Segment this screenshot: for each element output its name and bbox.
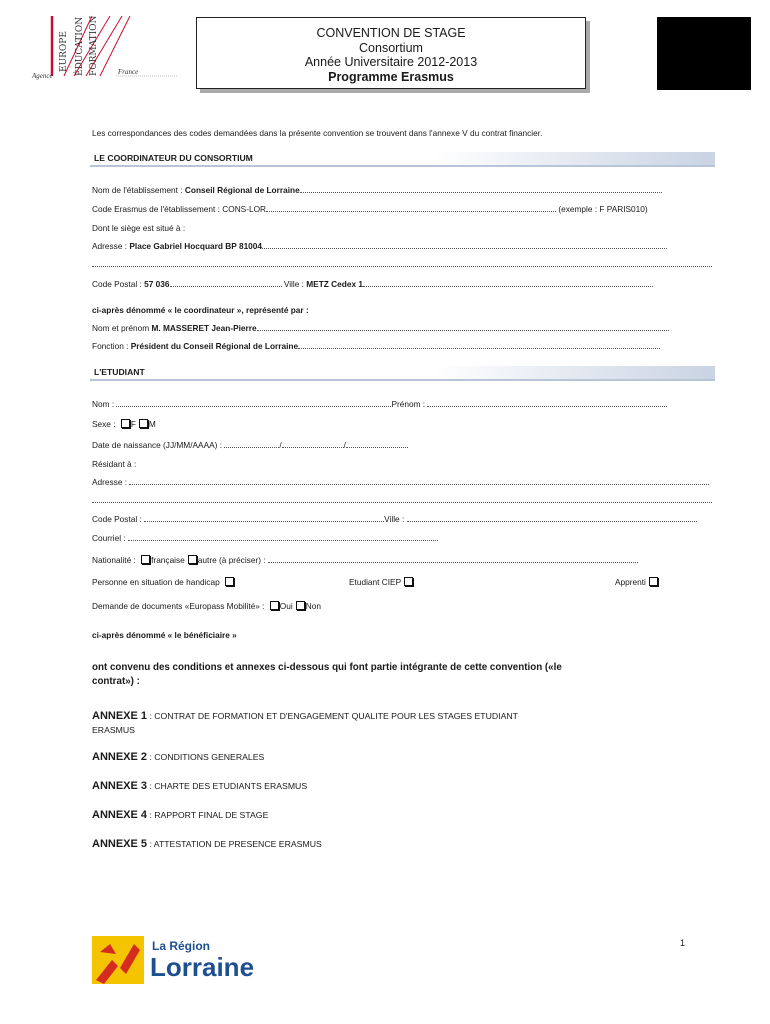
nat-autre-label: autre (à préciser) : [197,555,268,565]
checkbox-europass-non[interactable] [296,601,305,610]
student-nationalite-label: Nationalité : [92,555,139,565]
fill-line[interactable] [257,323,669,331]
annexe-1-text: : CONTRAT DE FORMATION ET D'ENGAGEMENT QUALITE POUR LES STAGES ETUDIANT [147,711,518,721]
title-line-4: Programme Erasmus [328,69,454,84]
coord-cp-row [92,279,653,289]
birth-day-field[interactable] [224,440,282,450]
europass-non-label: Non [305,601,321,611]
fill-line[interactable] [298,341,660,349]
student-naissance-label: Date de naissance (JJ/MM/AAAA) : [92,440,225,450]
checkbox-nat-francaise[interactable] [141,555,150,564]
coord-fonction-row [92,341,660,351]
student-ciep-row [349,577,414,587]
coord-code-row [92,204,648,214]
title-line-1: CONVENTION DE STAGE [316,26,466,40]
slash-2: / [343,440,346,450]
student-europass-row [92,601,321,611]
coord-code-example: (exemple : F PARIS010) [558,204,648,214]
apprenti-label: Apprenti [615,577,646,587]
student-residant-label: Résidant à : [92,459,137,469]
convenu-line-1: ont convenu des conditions et annexes ci-dessous qui font partie intégrante de cette convention («le [92,662,562,673]
annexe-1 [92,710,518,722]
coord-nomprenom-row [92,323,669,333]
section-coordinator-header: LE COORDINATEUR DU CONSORTIUM [90,152,715,167]
annexe-5-text: : ATTESTATION DE PRESENCE ERASMUS [147,839,322,849]
student-sexe-label: Sexe : [92,419,118,429]
annexe-4-text: : RAPPORT FINAL DE STAGE [147,810,269,820]
annexe-2 [92,751,264,763]
agence-europe-logo [30,14,190,84]
title-line-2: Consortium [359,40,423,55]
annexe-4 [92,809,268,821]
checkbox-ciep[interactable] [404,577,413,586]
coord-siege-label: Dont le siège est situé à : [92,223,186,233]
annexe-3-text: : CHARTE DES ETUDIANTS ERASMUS [147,781,308,791]
fill-line[interactable] [170,279,282,287]
fill-line[interactable] [262,241,667,249]
annexe-2-label: ANNEXE 2 [92,751,148,763]
student-prenom-label: Prénom : [391,399,428,409]
checkbox-sexe-m[interactable] [139,419,148,428]
region-lorraine-logo [90,930,310,990]
europass-label: Demande de documents «Europass Mobilité» : [92,601,267,611]
coord-cp-label: Code Postal : [92,279,145,289]
coord-nom-row [92,185,662,195]
sexe-f-label: F [130,419,136,429]
annexe-3 [92,780,307,792]
student-courriel-label: Courriel : [92,533,128,543]
coord-fonction-value: Président du Conseil Régional de Lorraine [130,341,299,351]
student-courriel-field[interactable] [128,533,438,541]
logo-word-europe: EUROPE [59,31,69,72]
annexe-5-label: ANNEXE 5 [92,838,148,850]
coord-code-label: Code Erasmus de l'établissement : [92,204,223,214]
student-adresse-field-2[interactable] [92,495,712,503]
annexe-3-label: ANNEXE 3 [92,780,148,792]
coord-nom-label: Nom de l'établissement : [92,185,185,195]
checkbox-sexe-f[interactable] [121,419,130,428]
annexe-2-text: : CONDITIONS GENERALES [147,752,265,762]
handicap-label: Personne en situation de handicap [92,577,223,587]
student-sexe-row [92,419,156,429]
coord-represente: ci-après dénommé « le coordinateur », représenté par : [92,305,309,315]
student-adresse-label: Adresse : [92,477,130,487]
coord-nom-value: Conseil Régional de Lorraine [184,185,300,195]
annexe-1-text-2: ERASMUS [92,725,135,735]
fill-line[interactable] [300,185,662,193]
coord-adresse-value: Place Gabriel Hocquard BP 81004 [129,241,263,251]
coord-nomprenom-label: Nom et prénom [92,323,152,333]
intro-text: Les correspondances des codes demandées dans la présente convention se trouvent dans l'annexe V du contrat financier. [92,128,543,138]
europass-oui-label: Oui [279,601,293,611]
convenu-line-2: contrat») : [92,676,140,687]
coord-adresse-row [92,241,667,251]
student-nationalite-row [92,555,638,565]
student-ville-field[interactable] [407,514,697,522]
coord-cp-value: 57 036 [144,279,170,289]
student-apprenti-row [615,577,659,587]
logo-word-education: ÉDUCATION [75,16,85,76]
student-adresse-line2 [92,495,712,505]
sexe-m-label: M [148,419,156,429]
annexe-4-label: ANNEXE 4 [92,809,148,821]
birth-month-field[interactable] [282,440,344,448]
student-cp-label: Code Postal : [92,514,145,524]
student-nom-field[interactable] [116,399,391,407]
coord-code-value: CONS-LOR [222,204,267,214]
coord-ville-value: METZ Cedex 1 [306,279,363,289]
birth-year-field[interactable] [343,440,408,450]
checkbox-apprenti[interactable] [649,577,658,586]
lorraine-logo-main: Lorraine [150,952,255,982]
student-adresse-field[interactable] [129,477,709,485]
student-beneficiaire: ci-après dénommé « le bénéficiaire » [92,630,237,640]
logo-agence-label: Agence [32,72,53,80]
checkbox-handicap[interactable] [225,577,234,586]
student-prenom-field[interactable] [427,399,667,407]
coord-nomprenom-value: M. MASSERET Jean-Pierre [151,323,257,333]
ciep-label: Etudiant CIEP [349,577,402,587]
student-nom-label: Nom : [92,399,117,409]
student-nom-row [92,399,667,409]
slash-1: / [279,440,282,450]
student-courriel-row [92,533,438,543]
student-handicap-row [92,577,235,587]
title-line-3: Année Universitaire 2012-2013 [304,55,478,69]
coord-fonction-label: Fonction : [92,341,131,351]
coord-ville-label: Ville : [281,279,307,289]
nat-fr-label: française [151,555,185,565]
redacted-block [657,17,751,90]
student-cp-row [92,514,697,524]
fill-line[interactable] [363,279,653,287]
fill-line[interactable] [92,259,712,267]
student-naissance-row [92,440,408,450]
logo-france-label: France [118,68,139,76]
student-adresse-row [92,477,709,487]
section-student-header: L'ETUDIANT [90,366,715,381]
student-ville-label: Ville : [384,514,407,524]
annexe-5 [92,838,322,850]
nat-autre-field[interactable] [268,555,638,563]
checkbox-nat-autre[interactable] [188,555,197,564]
page-number: 1 [680,938,686,948]
annexe-1-label: ANNEXE 1 [92,710,148,722]
student-cp-field[interactable] [144,514,384,522]
fill-line[interactable] [266,204,556,212]
lorraine-logo-top: La Région [152,939,211,953]
document-title-box [196,17,586,89]
coord-adresse-label: Adresse : [92,241,130,251]
coord-adresse-line2 [92,259,712,269]
checkbox-europass-oui[interactable] [270,601,279,610]
logo-word-formation: FORMATION [89,15,99,76]
